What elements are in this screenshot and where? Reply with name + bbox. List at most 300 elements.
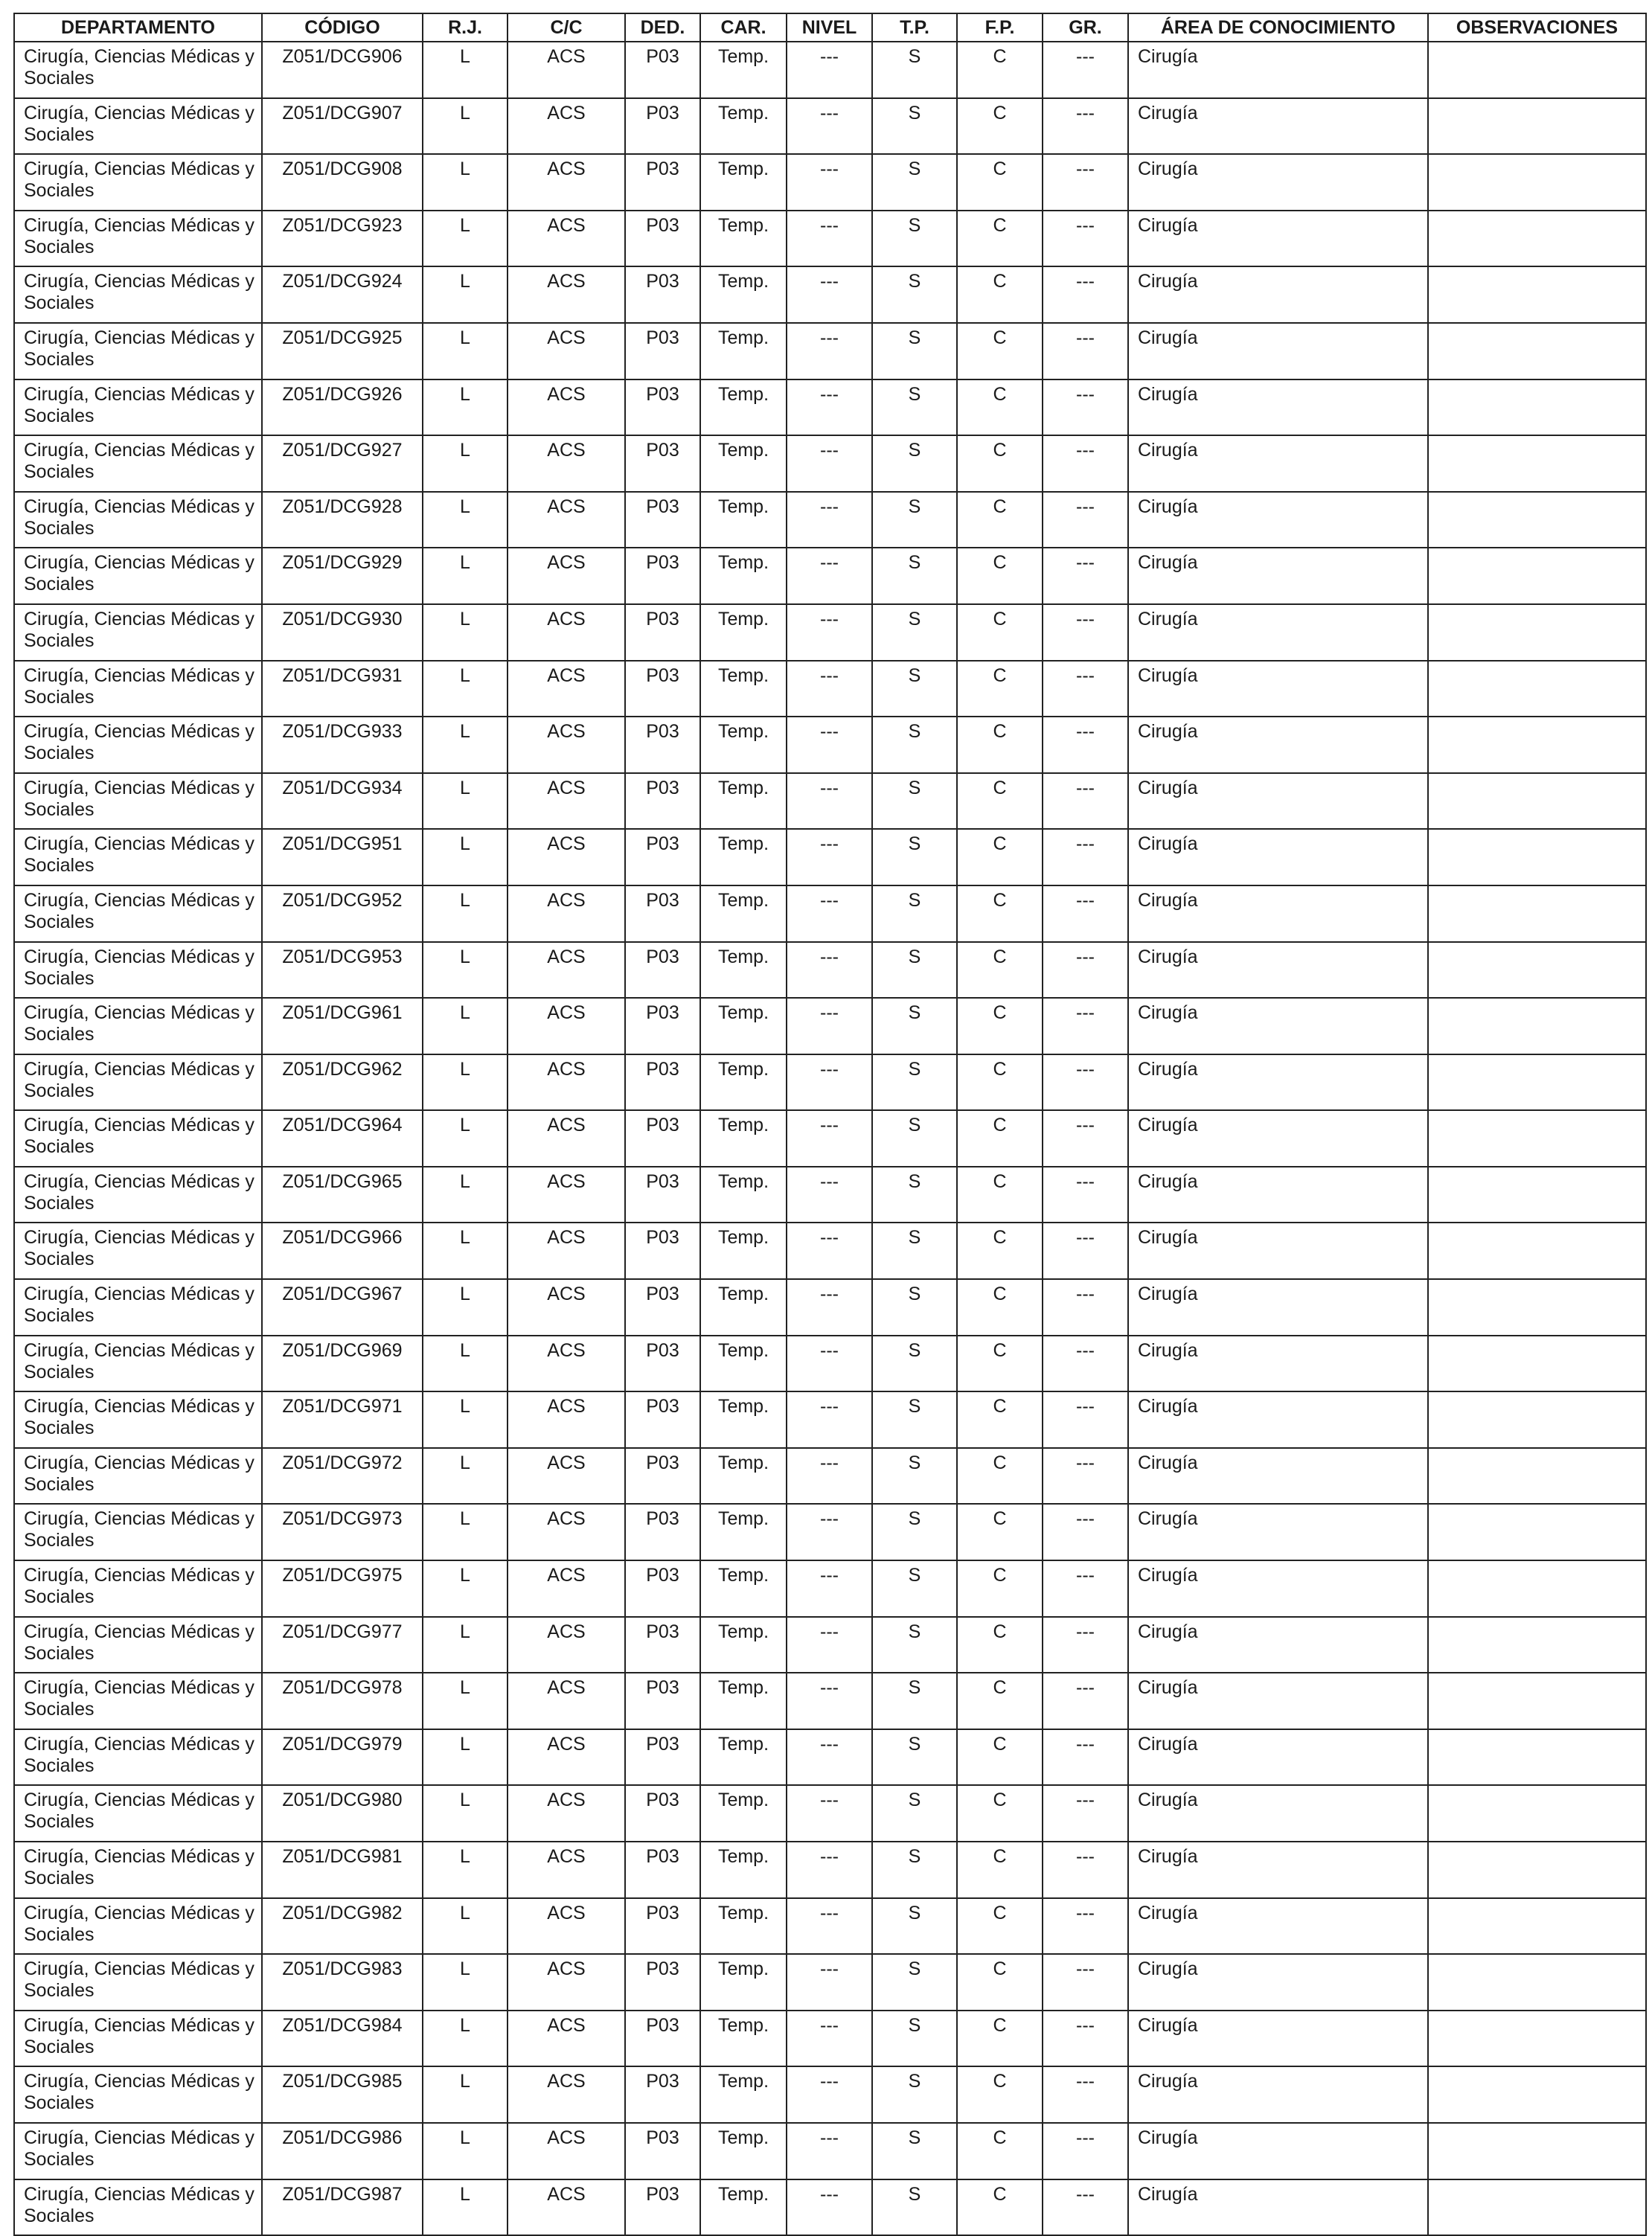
- cell-observaciones: [1428, 1673, 1646, 1729]
- cell-observaciones: [1428, 1729, 1646, 1786]
- cell-gr: ---: [1043, 1448, 1128, 1505]
- cell-departamento: Cirugía, Ciencias Médicas y Sociales: [14, 435, 262, 492]
- cell-cc: ACS: [508, 998, 625, 1054]
- cell-tp: S: [872, 2179, 957, 2236]
- cell-departamento: Cirugía, Ciencias Médicas y Sociales: [14, 661, 262, 717]
- table-row: [14, 1336, 1646, 1392]
- cell-cc: ACS: [508, 2011, 625, 2067]
- cell-area: Cirugía: [1128, 1223, 1428, 1279]
- cell-observaciones: [1428, 2011, 1646, 2067]
- cell-observaciones: [1428, 1617, 1646, 1673]
- table-row: [14, 1898, 1646, 1955]
- cell-codigo: Z051/DCG986: [262, 2123, 423, 2179]
- cell-car: Temp.: [700, 1448, 787, 1505]
- table-row: [14, 1054, 1646, 1111]
- cell-rj: L: [423, 998, 508, 1054]
- cell-tp: S: [872, 2066, 957, 2123]
- cell-codigo: Z051/DCG926: [262, 379, 423, 436]
- cell-area: Cirugía: [1128, 1954, 1428, 2011]
- cell-ded: P03: [625, 604, 700, 661]
- cell-observaciones: [1428, 1785, 1646, 1842]
- cell-rj: L: [423, 661, 508, 717]
- header-fp: F.P.: [957, 13, 1043, 42]
- cell-tp: S: [872, 154, 957, 211]
- cell-area: Cirugía: [1128, 435, 1428, 492]
- cell-ded: P03: [625, 211, 700, 267]
- cell-nivel: ---: [787, 266, 872, 323]
- cell-cc: ACS: [508, 98, 625, 155]
- cell-ded: P03: [625, 1448, 700, 1505]
- cell-ded: P03: [625, 548, 700, 604]
- cell-observaciones: [1428, 1167, 1646, 1223]
- cell-gr: ---: [1043, 2011, 1128, 2067]
- cell-cc: ACS: [508, 435, 625, 492]
- cell-departamento: Cirugía, Ciencias Médicas y Sociales: [14, 1167, 262, 1223]
- cell-tp: S: [872, 1223, 957, 1279]
- cell-gr: ---: [1043, 1898, 1128, 1955]
- cell-ded: P03: [625, 773, 700, 830]
- cell-fp: C: [957, 1954, 1043, 2011]
- header-ded: DED.: [625, 13, 700, 42]
- cell-codigo: Z051/DCG965: [262, 1167, 423, 1223]
- cell-departamento: Cirugía, Ciencias Médicas y Sociales: [14, 1504, 262, 1560]
- cell-gr: ---: [1043, 211, 1128, 267]
- table-row: [14, 1842, 1646, 1898]
- cell-departamento: Cirugía, Ciencias Médicas y Sociales: [14, 1054, 262, 1111]
- cell-departamento: Cirugía, Ciencias Médicas y Sociales: [14, 1223, 262, 1279]
- cell-fp: C: [957, 98, 1043, 155]
- plazas-table: [13, 13, 1647, 2236]
- cell-codigo: Z051/DCG933: [262, 717, 423, 773]
- cell-nivel: ---: [787, 1167, 872, 1223]
- cell-codigo: Z051/DCG964: [262, 1110, 423, 1167]
- cell-car: Temp.: [700, 2123, 787, 2179]
- cell-departamento: Cirugía, Ciencias Médicas y Sociales: [14, 1729, 262, 1786]
- cell-departamento: Cirugía, Ciencias Médicas y Sociales: [14, 1560, 262, 1617]
- cell-area: Cirugía: [1128, 1167, 1428, 1223]
- cell-car: Temp.: [700, 1560, 787, 1617]
- cell-car: Temp.: [700, 1223, 787, 1279]
- cell-ded: P03: [625, 1336, 700, 1392]
- cell-gr: ---: [1043, 604, 1128, 661]
- cell-codigo: Z051/DCG953: [262, 942, 423, 999]
- cell-area: Cirugía: [1128, 2066, 1428, 2123]
- cell-rj: L: [423, 1785, 508, 1842]
- table-row: [14, 2011, 1646, 2067]
- cell-rj: L: [423, 885, 508, 942]
- cell-observaciones: [1428, 323, 1646, 379]
- cell-departamento: Cirugía, Ciencias Médicas y Sociales: [14, 211, 262, 267]
- cell-cc: ACS: [508, 829, 625, 885]
- cell-car: Temp.: [700, 1842, 787, 1898]
- cell-car: Temp.: [700, 1279, 787, 1336]
- table-row: [14, 2179, 1646, 2236]
- cell-area: Cirugía: [1128, 773, 1428, 830]
- cell-departamento: Cirugía, Ciencias Médicas y Sociales: [14, 1279, 262, 1336]
- cell-gr: ---: [1043, 1279, 1128, 1336]
- cell-tp: S: [872, 1054, 957, 1111]
- cell-area: Cirugía: [1128, 1617, 1428, 1673]
- cell-gr: ---: [1043, 98, 1128, 155]
- cell-rj: L: [423, 773, 508, 830]
- cell-tp: S: [872, 323, 957, 379]
- table-header: [14, 13, 1646, 42]
- cell-gr: ---: [1043, 323, 1128, 379]
- cell-car: Temp.: [700, 1336, 787, 1392]
- cell-cc: ACS: [508, 1336, 625, 1392]
- cell-cc: ACS: [508, 942, 625, 999]
- cell-observaciones: [1428, 1054, 1646, 1111]
- cell-nivel: ---: [787, 1785, 872, 1842]
- table-row: [14, 98, 1646, 155]
- cell-gr: ---: [1043, 942, 1128, 999]
- cell-gr: ---: [1043, 1167, 1128, 1223]
- cell-fp: C: [957, 942, 1043, 999]
- cell-area: Cirugía: [1128, 604, 1428, 661]
- cell-nivel: ---: [787, 2011, 872, 2067]
- cell-rj: L: [423, 548, 508, 604]
- cell-codigo: Z051/DCG973: [262, 1504, 423, 1560]
- cell-observaciones: [1428, 717, 1646, 773]
- table-row: [14, 1448, 1646, 1505]
- table-row: [14, 492, 1646, 548]
- cell-cc: ACS: [508, 1729, 625, 1786]
- table-row: [14, 1954, 1646, 2011]
- cell-gr: ---: [1043, 1785, 1128, 1842]
- cell-nivel: ---: [787, 717, 872, 773]
- cell-nivel: ---: [787, 1223, 872, 1279]
- cell-rj: L: [423, 2179, 508, 2236]
- table-row: [14, 42, 1646, 98]
- cell-area: Cirugía: [1128, 885, 1428, 942]
- cell-gr: ---: [1043, 548, 1128, 604]
- cell-gr: ---: [1043, 2066, 1128, 2123]
- cell-codigo: Z051/DCG923: [262, 211, 423, 267]
- cell-codigo: Z051/DCG967: [262, 1279, 423, 1336]
- cell-area: Cirugía: [1128, 211, 1428, 267]
- cell-departamento: Cirugía, Ciencias Médicas y Sociales: [14, 1898, 262, 1955]
- cell-gr: ---: [1043, 1391, 1128, 1448]
- cell-observaciones: [1428, 829, 1646, 885]
- cell-rj: L: [423, 323, 508, 379]
- table-row: [14, 1673, 1646, 1729]
- cell-gr: ---: [1043, 1729, 1128, 1786]
- cell-codigo: Z051/DCG927: [262, 435, 423, 492]
- cell-ded: P03: [625, 717, 700, 773]
- cell-codigo: Z051/DCG975: [262, 1560, 423, 1617]
- cell-gr: ---: [1043, 1673, 1128, 1729]
- cell-codigo: Z051/DCG979: [262, 1729, 423, 1786]
- cell-ded: P03: [625, 1729, 700, 1786]
- cell-codigo: Z051/DCG984: [262, 2011, 423, 2067]
- cell-nivel: ---: [787, 1336, 872, 1392]
- table-row: [14, 885, 1646, 942]
- cell-tp: S: [872, 266, 957, 323]
- cell-ded: P03: [625, 98, 700, 155]
- cell-car: Temp.: [700, 604, 787, 661]
- cell-rj: L: [423, 98, 508, 155]
- cell-observaciones: [1428, 2066, 1646, 2123]
- cell-observaciones: [1428, 1898, 1646, 1955]
- cell-fp: C: [957, 1504, 1043, 1560]
- cell-fp: C: [957, 1560, 1043, 1617]
- cell-tp: S: [872, 1504, 957, 1560]
- cell-area: Cirugía: [1128, 942, 1428, 999]
- cell-observaciones: [1428, 885, 1646, 942]
- cell-codigo: Z051/DCG985: [262, 2066, 423, 2123]
- cell-area: Cirugía: [1128, 661, 1428, 717]
- cell-nivel: ---: [787, 1954, 872, 2011]
- cell-tp: S: [872, 1279, 957, 1336]
- cell-tp: S: [872, 548, 957, 604]
- cell-departamento: Cirugía, Ciencias Médicas y Sociales: [14, 773, 262, 830]
- cell-codigo: Z051/DCG966: [262, 1223, 423, 1279]
- cell-nivel: ---: [787, 98, 872, 155]
- cell-nivel: ---: [787, 885, 872, 942]
- cell-nivel: ---: [787, 1279, 872, 1336]
- cell-gr: ---: [1043, 1336, 1128, 1392]
- cell-fp: C: [957, 379, 1043, 436]
- cell-tp: S: [872, 998, 957, 1054]
- cell-nivel: ---: [787, 942, 872, 999]
- cell-codigo: Z051/DCG934: [262, 773, 423, 830]
- cell-rj: L: [423, 2011, 508, 2067]
- cell-rj: L: [423, 1110, 508, 1167]
- cell-rj: L: [423, 829, 508, 885]
- cell-car: Temp.: [700, 1167, 787, 1223]
- cell-ded: P03: [625, 942, 700, 999]
- cell-departamento: Cirugía, Ciencias Médicas y Sociales: [14, 2123, 262, 2179]
- cell-departamento: Cirugía, Ciencias Médicas y Sociales: [14, 1673, 262, 1729]
- cell-fp: C: [957, 548, 1043, 604]
- cell-area: Cirugía: [1128, 266, 1428, 323]
- table-row: [14, 1504, 1646, 1560]
- cell-observaciones: [1428, 42, 1646, 98]
- cell-car: Temp.: [700, 492, 787, 548]
- cell-tp: S: [872, 1954, 957, 2011]
- cell-gr: ---: [1043, 1560, 1128, 1617]
- cell-cc: ACS: [508, 1560, 625, 1617]
- cell-departamento: Cirugía, Ciencias Médicas y Sociales: [14, 604, 262, 661]
- cell-nivel: ---: [787, 1560, 872, 1617]
- cell-area: Cirugía: [1128, 2011, 1428, 2067]
- cell-departamento: Cirugía, Ciencias Médicas y Sociales: [14, 1617, 262, 1673]
- cell-car: Temp.: [700, 1391, 787, 1448]
- cell-fp: C: [957, 1842, 1043, 1898]
- cell-gr: ---: [1043, 829, 1128, 885]
- cell-nivel: ---: [787, 1673, 872, 1729]
- cell-codigo: Z051/DCG924: [262, 266, 423, 323]
- cell-rj: L: [423, 1954, 508, 2011]
- cell-observaciones: [1428, 1560, 1646, 1617]
- cell-observaciones: [1428, 379, 1646, 436]
- cell-cc: ACS: [508, 1785, 625, 1842]
- cell-fp: C: [957, 998, 1043, 1054]
- cell-gr: ---: [1043, 1110, 1128, 1167]
- cell-tp: S: [872, 1898, 957, 1955]
- cell-cc: ACS: [508, 492, 625, 548]
- cell-cc: ACS: [508, 1673, 625, 1729]
- table-row: [14, 211, 1646, 267]
- cell-codigo: Z051/DCG982: [262, 1898, 423, 1955]
- cell-fp: C: [957, 885, 1043, 942]
- cell-gr: ---: [1043, 2179, 1128, 2236]
- cell-departamento: Cirugía, Ciencias Médicas y Sociales: [14, 885, 262, 942]
- cell-fp: C: [957, 2066, 1043, 2123]
- cell-nivel: ---: [787, 998, 872, 1054]
- cell-car: Temp.: [700, 1110, 787, 1167]
- cell-ded: P03: [625, 435, 700, 492]
- cell-area: Cirugía: [1128, 1842, 1428, 1898]
- cell-nivel: ---: [787, 42, 872, 98]
- cell-car: Temp.: [700, 1054, 787, 1111]
- cell-observaciones: [1428, 1223, 1646, 1279]
- cell-ded: P03: [625, 1785, 700, 1842]
- cell-observaciones: [1428, 492, 1646, 548]
- cell-area: Cirugía: [1128, 998, 1428, 1054]
- cell-area: Cirugía: [1128, 1391, 1428, 1448]
- cell-fp: C: [957, 492, 1043, 548]
- cell-observaciones: [1428, 154, 1646, 211]
- cell-area: Cirugía: [1128, 2123, 1428, 2179]
- cell-car: Temp.: [700, 1898, 787, 1955]
- cell-tp: S: [872, 1560, 957, 1617]
- cell-cc: ACS: [508, 1167, 625, 1223]
- cell-car: Temp.: [700, 1785, 787, 1842]
- cell-nivel: ---: [787, 435, 872, 492]
- cell-fp: C: [957, 773, 1043, 830]
- cell-cc: ACS: [508, 1054, 625, 1111]
- cell-rj: L: [423, 1504, 508, 1560]
- cell-codigo: Z051/DCG930: [262, 604, 423, 661]
- cell-area: Cirugía: [1128, 1054, 1428, 1111]
- cell-observaciones: [1428, 211, 1646, 267]
- cell-departamento: Cirugía, Ciencias Médicas y Sociales: [14, 1448, 262, 1505]
- cell-nivel: ---: [787, 661, 872, 717]
- cell-fp: C: [957, 1448, 1043, 1505]
- table-row: [14, 942, 1646, 999]
- table-row: [14, 1110, 1646, 1167]
- cell-codigo: Z051/DCG972: [262, 1448, 423, 1505]
- cell-fp: C: [957, 2123, 1043, 2179]
- header-cc: C/C: [508, 13, 625, 42]
- cell-tp: S: [872, 604, 957, 661]
- cell-departamento: Cirugía, Ciencias Médicas y Sociales: [14, 2011, 262, 2067]
- cell-tp: S: [872, 2011, 957, 2067]
- cell-area: Cirugía: [1128, 1673, 1428, 1729]
- cell-rj: L: [423, 435, 508, 492]
- cell-rj: L: [423, 1336, 508, 1392]
- cell-rj: L: [423, 604, 508, 661]
- table-body: [14, 42, 1646, 2235]
- cell-car: Temp.: [700, 2179, 787, 2236]
- header-nivel: NIVEL: [787, 13, 872, 42]
- cell-tp: S: [872, 42, 957, 98]
- cell-rj: L: [423, 154, 508, 211]
- cell-car: Temp.: [700, 98, 787, 155]
- cell-departamento: Cirugía, Ciencias Médicas y Sociales: [14, 1110, 262, 1167]
- cell-fp: C: [957, 154, 1043, 211]
- cell-nivel: ---: [787, 492, 872, 548]
- cell-gr: ---: [1043, 1504, 1128, 1560]
- cell-cc: ACS: [508, 1110, 625, 1167]
- table-row: [14, 661, 1646, 717]
- cell-car: Temp.: [700, 1673, 787, 1729]
- cell-car: Temp.: [700, 1954, 787, 2011]
- cell-nivel: ---: [787, 379, 872, 436]
- cell-ded: P03: [625, 829, 700, 885]
- cell-observaciones: [1428, 604, 1646, 661]
- cell-observaciones: [1428, 98, 1646, 155]
- cell-area: Cirugía: [1128, 379, 1428, 436]
- cell-ded: P03: [625, 266, 700, 323]
- cell-codigo: Z051/DCG925: [262, 323, 423, 379]
- cell-area: Cirugía: [1128, 2179, 1428, 2236]
- cell-gr: ---: [1043, 435, 1128, 492]
- cell-departamento: Cirugía, Ciencias Médicas y Sociales: [14, 323, 262, 379]
- cell-rj: L: [423, 1560, 508, 1617]
- cell-area: Cirugía: [1128, 829, 1428, 885]
- cell-codigo: Z051/DCG978: [262, 1673, 423, 1729]
- cell-observaciones: [1428, 1504, 1646, 1560]
- cell-car: Temp.: [700, 1504, 787, 1560]
- cell-rj: L: [423, 1617, 508, 1673]
- cell-departamento: Cirugía, Ciencias Médicas y Sociales: [14, 492, 262, 548]
- cell-nivel: ---: [787, 829, 872, 885]
- cell-cc: ACS: [508, 1279, 625, 1336]
- cell-rj: L: [423, 2123, 508, 2179]
- cell-car: Temp.: [700, 548, 787, 604]
- cell-ded: P03: [625, 1673, 700, 1729]
- cell-departamento: Cirugía, Ciencias Médicas y Sociales: [14, 1391, 262, 1448]
- cell-codigo: Z051/DCG929: [262, 548, 423, 604]
- cell-fp: C: [957, 323, 1043, 379]
- cell-car: Temp.: [700, 266, 787, 323]
- cell-codigo: Z051/DCG981: [262, 1842, 423, 1898]
- cell-rj: L: [423, 717, 508, 773]
- cell-gr: ---: [1043, 885, 1128, 942]
- table-row: [14, 1223, 1646, 1279]
- cell-observaciones: [1428, 1448, 1646, 1505]
- cell-car: Temp.: [700, 435, 787, 492]
- cell-gr: ---: [1043, 773, 1128, 830]
- table-row: [14, 1729, 1646, 1786]
- cell-nivel: ---: [787, 1729, 872, 1786]
- cell-cc: ACS: [508, 2066, 625, 2123]
- cell-tp: S: [872, 661, 957, 717]
- cell-area: Cirugía: [1128, 42, 1428, 98]
- cell-area: Cirugía: [1128, 154, 1428, 211]
- cell-rj: L: [423, 1842, 508, 1898]
- cell-cc: ACS: [508, 42, 625, 98]
- cell-ded: P03: [625, 323, 700, 379]
- cell-departamento: Cirugía, Ciencias Médicas y Sociales: [14, 2179, 262, 2236]
- cell-fp: C: [957, 1279, 1043, 1336]
- cell-cc: ACS: [508, 1504, 625, 1560]
- cell-gr: ---: [1043, 154, 1128, 211]
- cell-codigo: Z051/DCG951: [262, 829, 423, 885]
- cell-cc: ACS: [508, 323, 625, 379]
- cell-car: Temp.: [700, 211, 787, 267]
- table-row: [14, 998, 1646, 1054]
- cell-departamento: Cirugía, Ciencias Médicas y Sociales: [14, 717, 262, 773]
- cell-gr: ---: [1043, 717, 1128, 773]
- cell-ded: P03: [625, 1898, 700, 1955]
- cell-car: Temp.: [700, 42, 787, 98]
- cell-departamento: Cirugía, Ciencias Médicas y Sociales: [14, 1954, 262, 2011]
- cell-ded: P03: [625, 379, 700, 436]
- cell-codigo: Z051/DCG952: [262, 885, 423, 942]
